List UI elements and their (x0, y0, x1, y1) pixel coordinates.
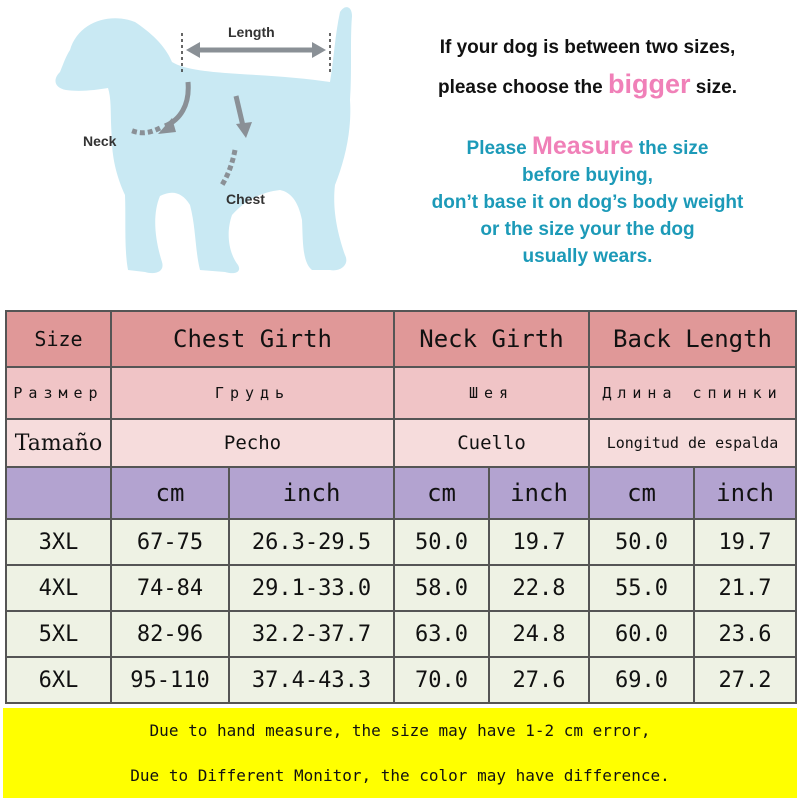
table-cell: 69.0 (589, 657, 694, 703)
header-es-back: Longitud de espalda (589, 419, 796, 467)
table-cell: 60.0 (589, 611, 694, 657)
size-cell: 6XL (6, 657, 111, 703)
length-label: Length (228, 24, 275, 40)
table-row (6, 611, 796, 657)
disclaimer-line-1: Due to hand measure, the size may have 1-2 cm error, (149, 721, 651, 740)
table-cell: 29.1-33.0 (229, 565, 394, 611)
header-row-ru (6, 367, 796, 419)
size-cell: 3XL (6, 519, 111, 565)
measure-highlight: Measure (532, 132, 634, 160)
table-row (6, 519, 796, 565)
unit-cell: cm (111, 467, 229, 519)
table-cell: 63.0 (394, 611, 489, 657)
header-es-neck: Cuello (394, 419, 589, 467)
table-cell: 74-84 (111, 565, 229, 611)
arrow-left-icon (186, 42, 200, 58)
unit-cell: inch (694, 467, 796, 519)
table-cell: 24.8 (489, 611, 589, 657)
table-cell: 27.6 (489, 657, 589, 703)
dog-measurement-diagram (0, 0, 380, 285)
header-es-size: Tamaño (6, 419, 111, 467)
table-cell: 23.6 (694, 611, 796, 657)
size-chart-table (5, 310, 797, 704)
unit-cell: cm (589, 467, 694, 519)
measure-line-1-pre: Please (466, 138, 533, 159)
table-cell: 26.3-29.5 (229, 519, 394, 565)
header-size: Size (6, 311, 111, 367)
advice-line-2-post: size. (690, 77, 737, 98)
table-cell: 82-96 (111, 611, 229, 657)
advice-line-2-pre: please choose the (437, 77, 608, 98)
bigger-highlight: bigger (608, 69, 691, 99)
disclaimer-box (3, 708, 797, 798)
measure-line-1 (385, 133, 790, 162)
measure-line-3: don’t base it on dog’s body weight (431, 192, 744, 213)
size-cell: 5XL (6, 611, 111, 657)
table-row (6, 657, 796, 703)
length-measure (182, 24, 330, 72)
measure-line-5: usually wears. (522, 246, 653, 267)
sizing-advice (385, 30, 790, 270)
arrow-right-icon (312, 42, 326, 58)
header-es-chest: Pecho (111, 419, 394, 467)
table-cell: 50.0 (394, 519, 489, 565)
header-ru-back: Длина спинки (589, 367, 796, 419)
units-row (6, 467, 796, 519)
table-cell: 95-110 (111, 657, 229, 703)
header-row-en (6, 311, 796, 367)
table-cell: 22.8 (489, 565, 589, 611)
measure-line-2: before buying, (522, 165, 653, 186)
table-cell: 19.7 (694, 519, 796, 565)
table-cell: 70.0 (394, 657, 489, 703)
header-ru-size: Размер (6, 367, 111, 419)
table-cell: 32.2-37.7 (229, 611, 394, 657)
neck-label: Neck (83, 133, 117, 149)
table-cell: 19.7 (489, 519, 589, 565)
advice-line-2 (385, 66, 790, 106)
unit-cell: inch (489, 467, 589, 519)
units-blank (6, 467, 111, 519)
table-cell: 27.2 (694, 657, 796, 703)
header-ru-neck: Шея (394, 367, 589, 419)
table-cell: 58.0 (394, 565, 489, 611)
measure-line-1-post: the size (633, 138, 709, 159)
header-row-es (6, 419, 796, 467)
table-cell: 21.7 (694, 565, 796, 611)
unit-cell: inch (229, 467, 394, 519)
size-cell: 4XL (6, 565, 111, 611)
header-chest: Chest Girth (111, 311, 394, 367)
table-cell: 55.0 (589, 565, 694, 611)
table-cell: 50.0 (589, 519, 694, 565)
header-back: Back Length (589, 311, 796, 367)
chest-label: Chest (226, 191, 265, 207)
advice-line-1: If your dog is between two sizes, (439, 37, 736, 58)
table-cell: 37.4-43.3 (229, 657, 394, 703)
header-neck: Neck Girth (394, 311, 589, 367)
unit-cell: cm (394, 467, 489, 519)
table-row (6, 565, 796, 611)
table-cell: 67-75 (111, 519, 229, 565)
header-ru-chest: Грудь (111, 367, 394, 419)
measure-line-4: or the size your the dog (480, 219, 695, 240)
disclaimer-line-2: Due to Different Monitor, the color may have difference. (130, 766, 670, 785)
